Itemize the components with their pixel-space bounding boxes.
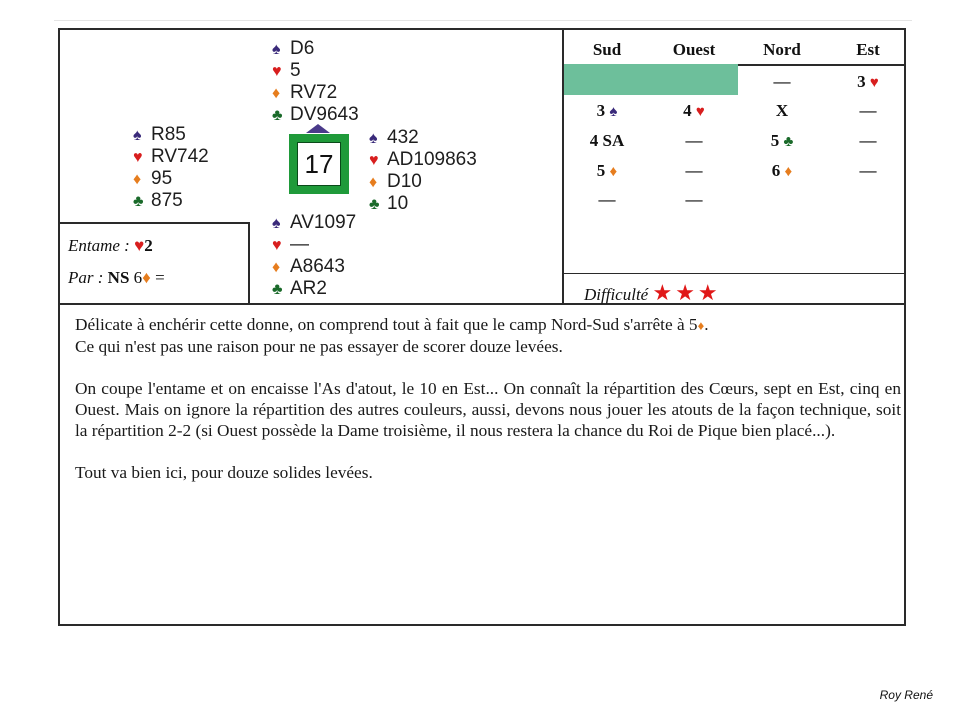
author-credit: Roy René [879, 688, 933, 702]
suit-icon: ♣ [783, 134, 794, 150]
commentary [75, 314, 901, 504]
bid-cell: 5 ♦ [596, 161, 618, 180]
lead-card: 2 [144, 236, 153, 255]
bid-cell: — [859, 161, 877, 180]
heart-icon: ♥ [272, 237, 282, 254]
board-box [289, 134, 349, 194]
heart-icon: ♥ [133, 149, 143, 166]
north-hand [272, 38, 359, 126]
suit-icon: ♦ [609, 164, 618, 180]
dealer-north-marker-icon [306, 124, 330, 133]
east-clubs: ♣ 10 [369, 193, 409, 214]
diamond-icon: ♦ [133, 171, 142, 188]
bid-cell: — [598, 190, 616, 209]
bid-cell: 4 ♥ [683, 101, 705, 120]
club-icon: ♣ [133, 193, 144, 210]
north-hearts: ♥ 5 [272, 60, 301, 81]
lead-box-right-rule [248, 222, 250, 304]
east-diamonds: ♦ D10 [369, 171, 422, 192]
south-clubs: ♣ AR2 [272, 278, 327, 299]
diagram-bottom-rule [58, 303, 906, 305]
diamond-icon: ♦ [142, 268, 151, 287]
west-hearts: ♥ RV742 [133, 146, 209, 167]
suit-icon: ♥ [869, 75, 879, 91]
difficulty-top-rule [562, 273, 906, 274]
paragraph-2: On coupe l'entame et on encaisse l'As d'atout, le 10 en Est... On connaît la répartition des Cœurs, sept en Est, cinq en Ouest. Mais on ignore la répartition des autres couleurs, aussi, devons nous jouer les atouts de la façon technique, soit la répartition 2-2 (si Ouest possède la Dame troisième, il nous restera la chance du Roi de Pique bien placé...). [75, 379, 901, 440]
spade-icon: ♠ [272, 41, 281, 58]
lead-box-top-rule [58, 222, 250, 224]
lead-line [68, 236, 153, 256]
board-number: 17 [297, 142, 341, 186]
heart-icon: ♥ [134, 236, 145, 255]
west-diamonds: ♦ 95 [133, 168, 173, 189]
heart-icon: ♥ [369, 152, 379, 169]
paragraph-3: Tout va bien ici, pour douze solides levées. [75, 463, 373, 482]
bid-cell: 3 ♥ [857, 72, 879, 91]
bid-cell: — [859, 131, 877, 150]
south-spades: ♠ AV1097 [272, 212, 357, 233]
heart-icon: ♥ [272, 63, 282, 80]
club-icon: ♣ [272, 281, 283, 298]
east-hand [369, 127, 477, 215]
west-hand [133, 124, 209, 212]
par-suffix: = [155, 268, 165, 287]
star-rating-icon: ★★★ [652, 280, 721, 305]
bid-cell: 5 ♣ [770, 131, 794, 150]
diamond-icon: ♦ [272, 259, 281, 276]
lead-label: Entame : [68, 236, 130, 255]
bid-cell: — [685, 161, 703, 180]
bid-header-est: Est [856, 40, 880, 59]
spade-icon: ♠ [272, 215, 281, 232]
bid-cell: 6 ♦ [771, 161, 793, 180]
diamond-icon: ♦ [272, 85, 281, 102]
spade-icon: ♠ [133, 127, 142, 144]
bid-header-sud: Sud [592, 40, 622, 59]
south-hand [272, 212, 356, 300]
par-level: 6 [133, 268, 143, 287]
difficulty-line [584, 280, 721, 306]
top-rule [54, 20, 912, 21]
south-hearts: ♥ — [272, 234, 309, 255]
bid-cell: — [685, 131, 703, 150]
bid-header-nord: Nord [763, 40, 801, 59]
spade-icon: ♠ [369, 130, 378, 147]
suit-icon: ♦ [784, 164, 793, 180]
north-spades: ♠ D6 [272, 38, 315, 59]
diamond-icon: ♦ [369, 174, 378, 191]
bidding-shaded-cell [564, 64, 738, 95]
west-clubs: ♣ 875 [133, 190, 183, 211]
par-line [68, 268, 165, 288]
paragraph-1: Délicate à enchérir cette donne, on comprend tout à fait que le camp Nord-Sud s'arrête à 5♦. Ce qui n'est pas une raison pour ne pas essayer de scorer douze levées. [75, 315, 709, 356]
south-diamonds: ♦ A8643 [272, 256, 345, 277]
bid-cell: 4 SA [589, 131, 625, 150]
suit-icon: ♥ [695, 104, 705, 120]
diamond-icon: ♦ [697, 318, 705, 333]
club-icon: ♣ [272, 107, 283, 124]
bid-header-ouest: Ouest [672, 40, 716, 59]
north-clubs: ♣ DV9643 [272, 104, 359, 125]
bid-cell: — [773, 72, 791, 91]
west-spades: ♠ R85 [133, 124, 186, 145]
bid-cell: X [775, 101, 789, 120]
difficulty-label: Difficulté [584, 285, 649, 304]
east-spades: ♠ 432 [369, 127, 419, 148]
club-icon: ♣ [369, 196, 380, 213]
bid-cell: — [859, 101, 877, 120]
bid-cell: — [685, 190, 703, 209]
east-hearts: ♥ AD109863 [369, 149, 477, 170]
par-side: NS [107, 268, 130, 287]
bid-cell: 3 ♠ [596, 101, 618, 120]
par-label: Par : [68, 268, 104, 287]
north-diamonds: ♦ RV72 [272, 82, 338, 103]
suit-icon: ♠ [609, 104, 618, 120]
